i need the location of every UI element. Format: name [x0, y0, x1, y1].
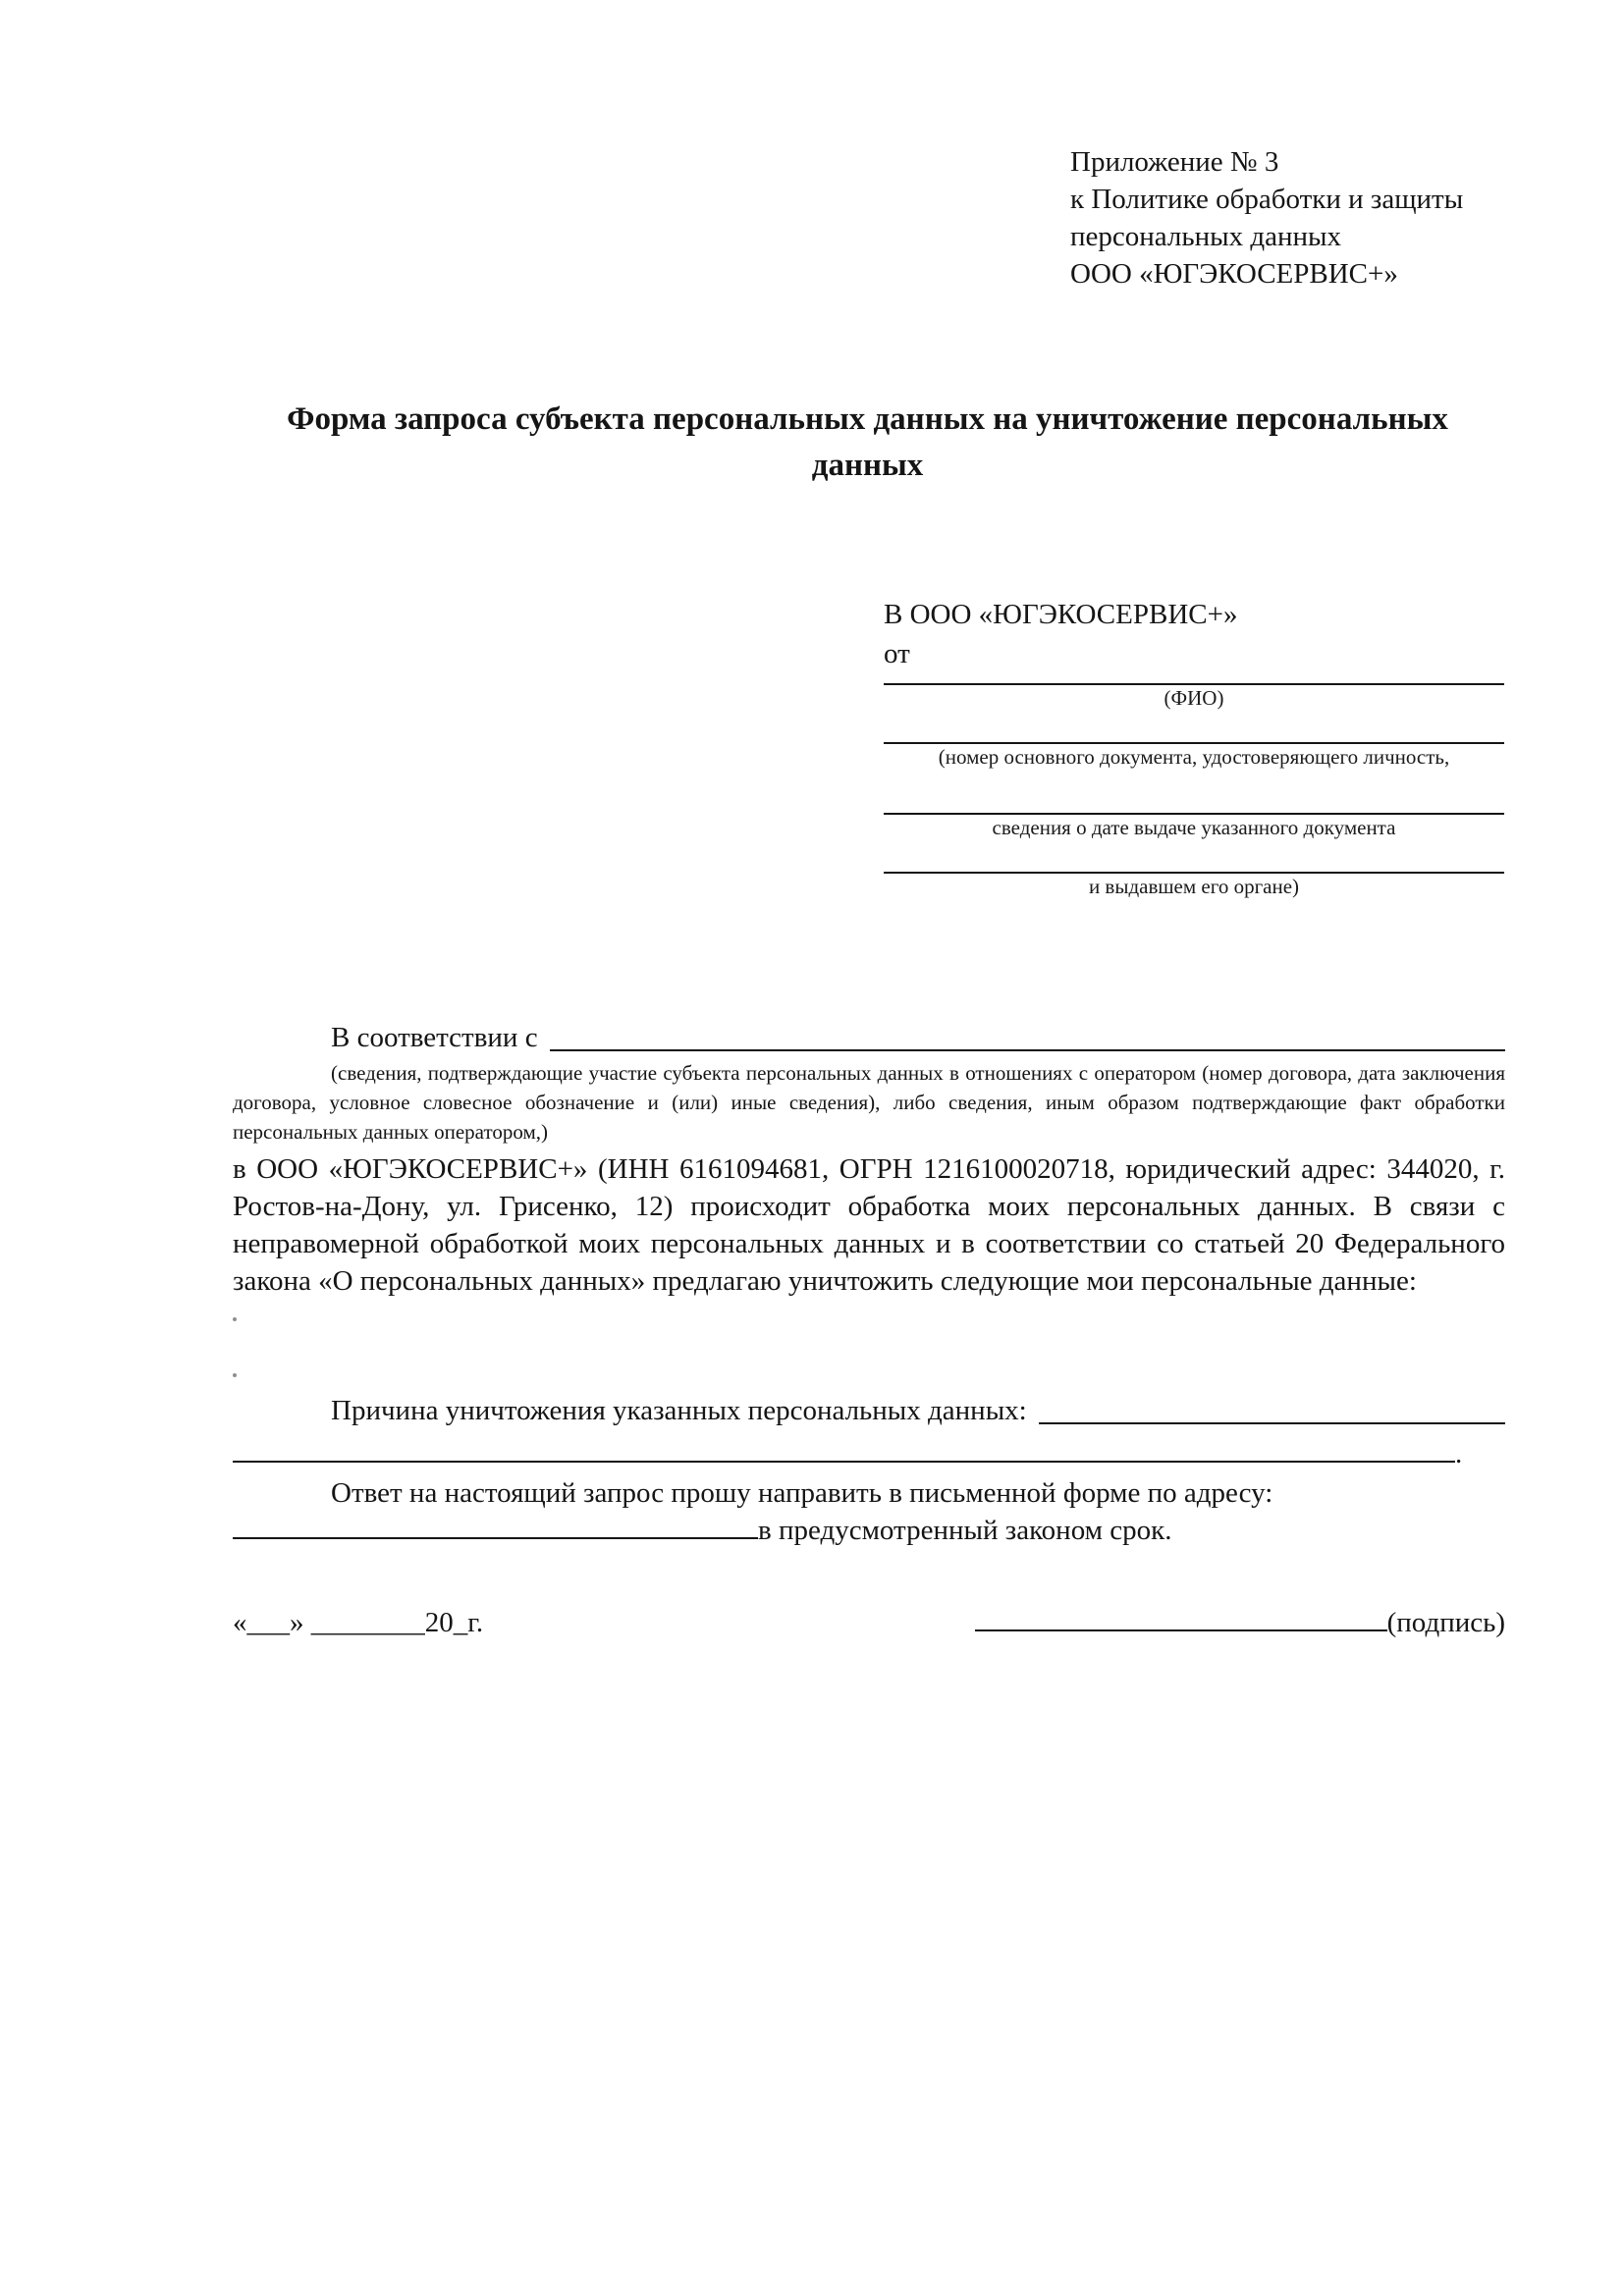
fio-blank-line: [884, 673, 1504, 685]
doc-date-caption: сведения о дате выдаче указанного документа: [992, 816, 1396, 839]
reason-line: [233, 1392, 1505, 1429]
main-paragraph: в ООО «ЮГЭКОСЕРВИС+» (ИНН 6161094681, ОГРН 1216100020718, юридический адрес: 344020, г. Ростов-на-Дону, ул. Грисенко, 12) происходит обработка моих персональных данных. В связи с неправомерной обработкой моих персональных данных и в соответствии со статьей 20 Федерального закона «О персональных данных» предлагаю уничтожить следующие мои персональные данные:: [233, 1153, 1505, 1297]
according-line: [233, 1019, 1505, 1056]
date-signature-row: [233, 1604, 1505, 1641]
appendix-header: [1070, 143, 1463, 293]
signature-blank-line: [975, 1606, 1387, 1631]
doc-number-blank-line: [884, 711, 1504, 744]
dot-icon: [233, 1373, 237, 1377]
fio-caption: (ФИО): [1164, 686, 1224, 710]
doc-issuer-caption: и выдавшем его органе): [1088, 875, 1300, 898]
address-blank-line: [233, 1514, 758, 1539]
doc-issuer-blank-line: [884, 840, 1504, 874]
reason-period: .: [1455, 1438, 1463, 1469]
document-title: Форма запроса субъекта персональных данных на уничтожение персональных данных: [287, 401, 1448, 483]
doc-number-caption: (номер основного документа, удостоверяющего личность,: [938, 745, 1450, 769]
signature-area: [975, 1604, 1505, 1641]
dot-icon: [233, 1317, 237, 1321]
according-blank-line: [550, 1019, 1505, 1051]
according-prefix: В соответствии с: [331, 1022, 538, 1053]
answer-continuation-line: [233, 1512, 1505, 1549]
reason-label: Причина уничтожения указанных персональных данных:: [331, 1395, 1027, 1426]
answer-suffix: в предусмотренный законом срок.: [758, 1515, 1172, 1546]
addressee-from: от: [884, 638, 910, 669]
reason-blank-line: [1039, 1392, 1505, 1424]
reason-continuation-line: [233, 1435, 1505, 1472]
reason-blank-line-2: [233, 1437, 1455, 1463]
appendix-line-4: ООО «ЮГЭКОСЕРВИС+»: [1070, 258, 1398, 290]
appendix-line-1: Приложение № 3: [1070, 146, 1279, 178]
doc-date-blank-line: [884, 770, 1504, 815]
addressee-to: В ООО «ЮГЭКОСЕРВИС+»: [884, 599, 1238, 630]
appendix-line-2: к Политике обработки и защиты: [1070, 184, 1464, 215]
appendix-line-3: персональных данных: [1070, 221, 1342, 252]
addressee-block: [884, 595, 1504, 899]
answer-line: Ответ на настоящий запрос прошу направить в письменной форме по адресу:: [331, 1477, 1273, 1509]
list-placeholder-dot-2: [233, 1373, 1505, 1378]
signature-caption: (подпись): [1386, 1607, 1505, 1638]
according-caption: (сведения, подтверждающие участие субъекта персональных данных в отношениях с оператором (номер договора, дата заключения договора, условное словесное обозначение и (или) иные сведения), либо сведения, иным образом подтверждающие факт обработки персональных данных оператором,): [233, 1061, 1505, 1144]
date-line: «___» ________20_г.: [233, 1607, 484, 1638]
list-placeholder-dot-1: [233, 1317, 1505, 1322]
document-body: [233, 1019, 1505, 1641]
